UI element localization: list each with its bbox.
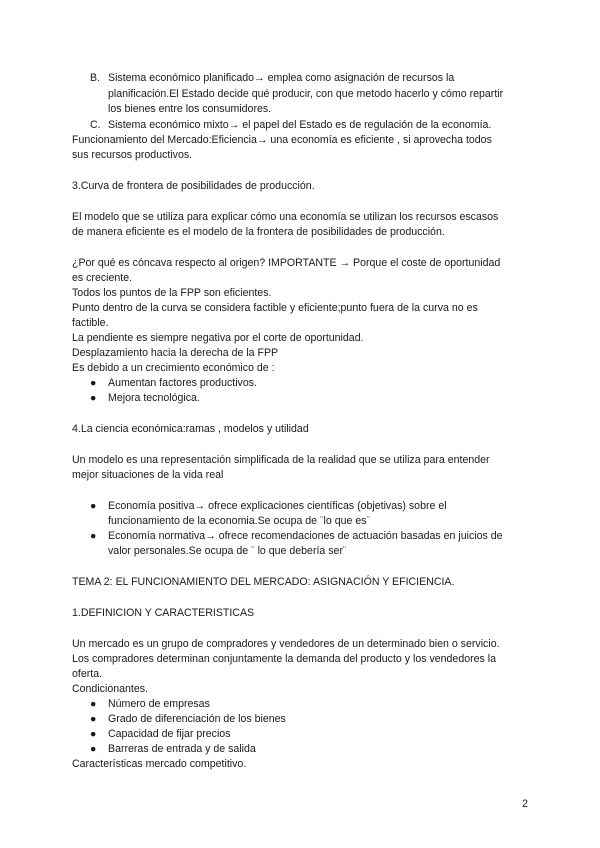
bullet: ● — [90, 530, 97, 542]
bullet-item-empresas: Número de empresas — [108, 698, 210, 710]
bullet: ● — [90, 728, 97, 740]
list-b-line-2: planificación.El Estado decide qué producir, con que metodo hacerlo y cómo repartir — [108, 88, 504, 100]
bullet-item-tecnologica: Mejora tecnológica. — [108, 392, 200, 404]
bullet-positiva-line-2: funcionamiento de la economia.Se ocupa de ¨lo que es¨ — [108, 515, 371, 527]
list-c-line: Sistema económico mixto→ el papel del Estado es de regulación de la economía. — [108, 119, 492, 131]
bullet-item-factores: Aumentan factores productivos. — [108, 377, 257, 389]
bullet-normativa-line-1: Economía normativa→ ofrece recomendaciones de actuación basadas en juicios de — [108, 530, 503, 542]
mercado-line-1: Un mercado es un grupo de compradores y vendedores de un determinado bien o servicio. — [72, 638, 500, 650]
caracteristicas-line: Características mercado competitivo. — [72, 758, 247, 770]
fpp-line-1: ¿Por qué es cóncava respecto al origen? IMPORTANTE → Porque el coste de oportunidad — [72, 257, 501, 269]
bullet-item-diferenciacion: Grado de diferenciación de los bienes — [108, 713, 286, 725]
mercado-line-4: Condicionantes. — [72, 683, 148, 695]
section-heading-4: 4.La ciencia económica:ramas , modelos y utilidad — [72, 423, 309, 435]
fpp-line-8: Es debido a un crecimiento económico de : — [72, 362, 275, 374]
funcionamiento-line-2: sus recursos productivos. — [72, 149, 193, 161]
list-marker-c: C. — [90, 119, 101, 131]
fpp-line-4: Punto dentro de la curva se considera factible y eficiente;punto fuera de la curva no es — [72, 302, 478, 314]
fpp-line-7: Desplazamiento hacia la derecha de la FPP — [72, 347, 279, 359]
modelo-def-line-1: Un modelo es una representación simplificada de la realidad que se utiliza para entender — [72, 454, 490, 466]
fpp-line-5: factible. — [72, 317, 109, 329]
page-number: 2 — [522, 798, 528, 810]
bullet: ● — [90, 377, 97, 389]
fpp-line-2: es creciente. — [72, 272, 133, 284]
bullet-normativa-line-2: valor personales.Se ocupa de ¨ lo que debería ser¨ — [108, 545, 347, 557]
section-heading-3: 3.Curva de frontera de posibilidades de producción. — [72, 180, 315, 192]
modelo-line-1: El modelo que se utiliza para explicar cómo una economía se utilizan los recursos escasos — [72, 211, 499, 223]
bullet-positiva-line-1: Economía positiva→ ofrece explicaciones científicas (objetivas) sobre el — [108, 500, 447, 512]
list-b-line-3: los bienes entre los consumidores. — [108, 103, 272, 115]
list-marker-b: B. — [90, 72, 101, 84]
bullet-item-barreras: Barreras de entrada y de salida — [108, 743, 256, 755]
funcionamiento-line-1: Funcionamiento del Mercado:Eficiencia→ una economía es eficiente , si aprovecha todos — [72, 134, 492, 146]
bullet: ● — [90, 392, 97, 404]
mercado-line-3: oferta. — [72, 668, 103, 680]
list-b-line-1: Sistema económico planificado→ emplea como asignación de recursos la — [108, 72, 455, 84]
section-heading-definicion: 1.DEFINICION Y CARACTERISTICAS — [72, 607, 255, 619]
fpp-line-6: La pendiente es siempre negativa por el corte de oportunidad. — [72, 332, 364, 344]
bullet-item-precios: Capacidad de fijar precios — [108, 728, 231, 740]
bullet: ● — [90, 500, 97, 512]
bullet: ● — [90, 743, 97, 755]
tema-heading: TEMA 2: EL FUNCIONAMIENTO DEL MERCADO: ASIGNACIÓN Y EFICIENCIA. — [72, 576, 455, 588]
fpp-line-3: Todos los puntos de la FPP son eficientes. — [72, 287, 272, 299]
modelo-line-2: de manera eficiente es el modelo de la frontera de posibilidades de producción. — [72, 226, 445, 238]
modelo-def-line-2: mejor situaciones de la vida real — [72, 469, 224, 481]
bullet: ● — [90, 698, 97, 710]
mercado-line-2: Los compradores determinan conjuntamente la demanda del producto y los vendedores la — [72, 653, 497, 665]
bullet: ● — [90, 713, 97, 725]
